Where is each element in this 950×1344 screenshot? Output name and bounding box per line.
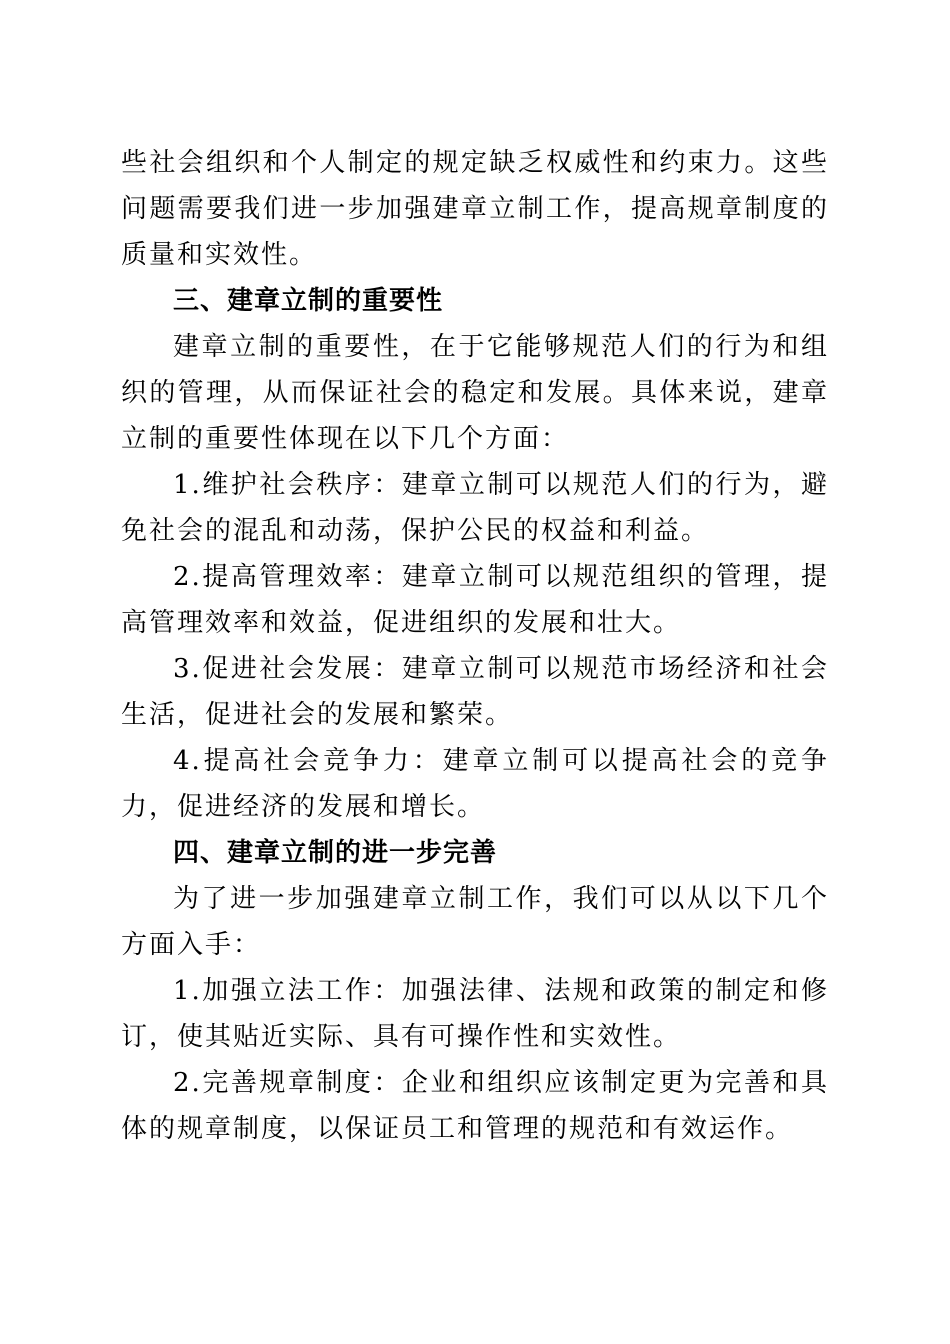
list-item-importance-4: 4.提高社会竞争力：建章立制可以提高社会的竞争力，促进经济的发展和增长。	[121, 746, 829, 822]
list-item-importance-3: 3.促进社会发展：建章立制可以规范市场经济和社会生活，促进社会的发展和繁荣。	[121, 654, 829, 730]
list-item-improvement-1: 1.加强立法工作：加强法律、法规和政策的制定和修订，使其贴近实际、具有可操作性和实效性。	[121, 976, 829, 1052]
list-item-importance-2: 2.提高管理效率：建章立制可以规范组织的管理，提高管理效率和效益，促进组织的发展和壮大。	[121, 562, 829, 638]
paragraph-importance-overview: 建章立制的重要性，在于它能够规范人们的行为和组织的管理，从而保证社会的稳定和发展。具体来说，建章立制的重要性体现在以下几个方面：	[121, 332, 829, 454]
section-heading-3: 三、建章立制的重要性	[173, 286, 444, 316]
list-item-importance-1: 1.维护社会秩序：建章立制可以规范人们的行为，避免社会的混乱和动荡，保护公民的权益和利益。	[121, 470, 829, 546]
list-item-improvement-2: 2.完善规章制度：企业和组织应该制定更为完善和具体的规章制度，以保证员工和管理的规范和有效运作。	[121, 1068, 829, 1144]
section-heading-4: 四、建章立制的进一步完善	[173, 838, 498, 868]
document-body	[121, 140, 829, 1152]
paragraph-intro-continuation: 些社会组织和个人制定的规定缺乏权威性和约束力。这些问题需要我们进一步加强建章立制工作，提高规章制度的质量和实效性。	[121, 148, 829, 270]
paragraph-improvement-overview: 为了进一步加强建章立制工作，我们可以从以下几个方面入手：	[121, 884, 829, 960]
